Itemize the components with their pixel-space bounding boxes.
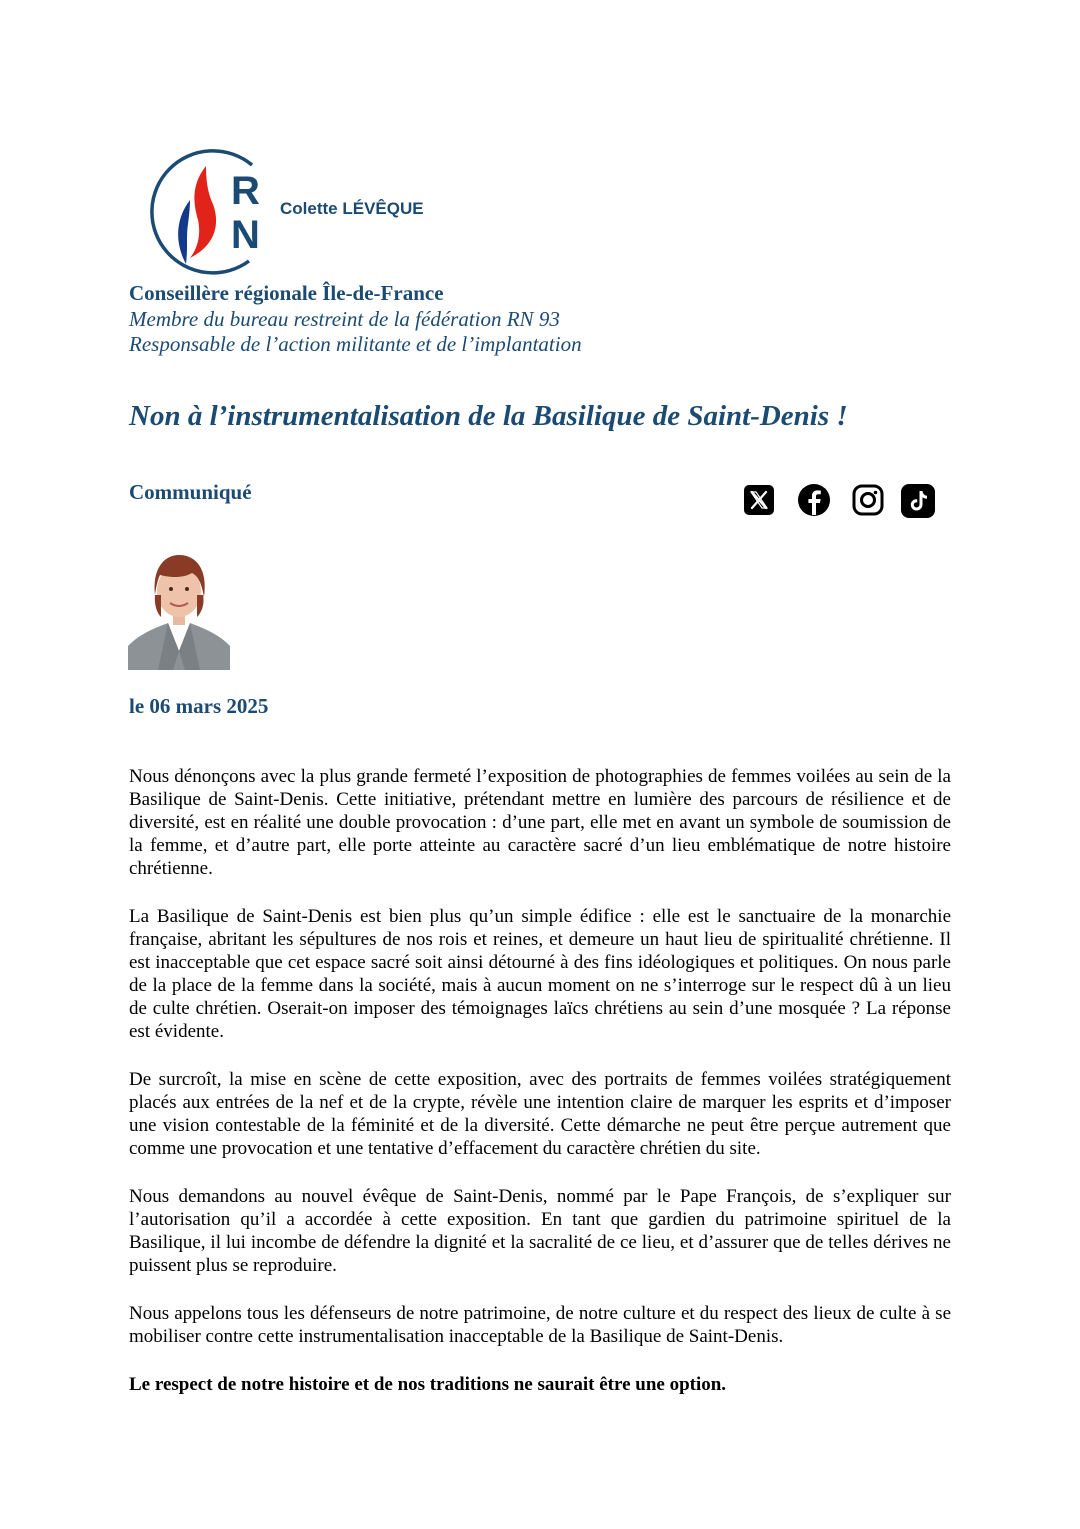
- press-release-body: [129, 765, 951, 1421]
- body-paragraph: La Basilique de Saint-Denis est bien plus qu’un simple édifice : elle est le sanctuaire de la monarchie française, abritant les sépultures de nos rois et reines, et demeure un haut lieu de spiritualité chrétienne. Il est inacceptable que cet espace sacré soit ainsi détourné à des fins idéologiques et politiques. On nous parle de la place de la femme dans la société, mais à aucun moment on ne s’interroge sur le respect dû à un lieu de culte chrétien. Oserait-on imposer des témoignages laïcs chrétiens au sein d’une mosquée ? La réponse est évidente.: [129, 906, 951, 1042]
- logo-flame-red: [190, 166, 216, 258]
- author-name: [280, 199, 424, 219]
- role-subtitle-1: Membre du bureau restreint de la fédération RN 93: [129, 307, 560, 331]
- body-paragraph: Nous dénonçons avec la plus grande fermeté l’exposition de photographies de femmes voilées au sein de la Basilique de Saint-Denis. Cette initiative, prétendant mettre en lumière des parcours de résilience et de diversité, est en réalité une double provocation : d’une part, elle met en avant un symbole de soumission de la femme, et d’autre part, elle porte atteinte au caractère sacré d’un lieu emblématique de notre histoire chrétienne.: [129, 766, 951, 879]
- instagram-icon[interactable]: [851, 482, 885, 518]
- author-portrait: [128, 551, 230, 670]
- tiktok-icon[interactable]: [900, 482, 934, 518]
- logo-letter-n: N: [231, 213, 260, 257]
- rn-logo: [128, 148, 278, 276]
- author-last-name: LÉVÊQUE: [342, 199, 424, 218]
- body-paragraph: Nous demandons au nouvel évêque de Saint-Denis, nommé par le Pape François, de s’expliquer sur l’autorisation qu’il a accordée à cette exposition. En tant que gardien du patrimoine spirituel de la Basilique, il lui incombe de défendre la dignité et la sacralité de ce lieu, et d’assurer que de telles dérives ne puissent plus se reproduire.: [129, 1186, 951, 1276]
- logo-letter-r: R: [231, 169, 260, 213]
- logo-flame-blue: [178, 200, 190, 264]
- rn-logo-graphic: [128, 148, 278, 276]
- headline: Non à l’instrumentalisation de la Basilique de Saint-Denis !: [129, 400, 848, 432]
- body-paragraph: De surcroît, la mise en scène de cette exposition, avec des portraits de femmes voilées stratégiquement placés aux entrées de la nef et de la crypte, révèle une intention claire de marquer les esprits et d’imposer une vision contestable de la féminité et de la diversité. Cette démarche ne peut être perçue autrement que comme une provocation et une tentative d’effacement du caractère chrétien du site.: [129, 1069, 951, 1159]
- facebook-icon[interactable]: [797, 482, 831, 518]
- section-label: Communiqué: [129, 480, 252, 504]
- role-subtitle-2: Responsable de l’action militante et de l’implantation: [129, 332, 582, 356]
- author-first-name: Colette: [280, 199, 338, 218]
- publication-date: le 06 mars 2025: [129, 694, 269, 718]
- body-paragraph: Nous appelons tous les défenseurs de notre patrimoine, de notre culture et du respect des lieux de culte à se mobiliser contre cette instrumentalisation inacceptable de la Basilique de Saint-Denis.: [129, 1303, 951, 1347]
- x-icon[interactable]: [742, 482, 776, 518]
- role-title: Conseillère régionale Île-de-France: [129, 281, 444, 305]
- closing-statement: Le respect de notre histoire et de nos traditions ne saurait être une option.: [129, 1374, 727, 1395]
